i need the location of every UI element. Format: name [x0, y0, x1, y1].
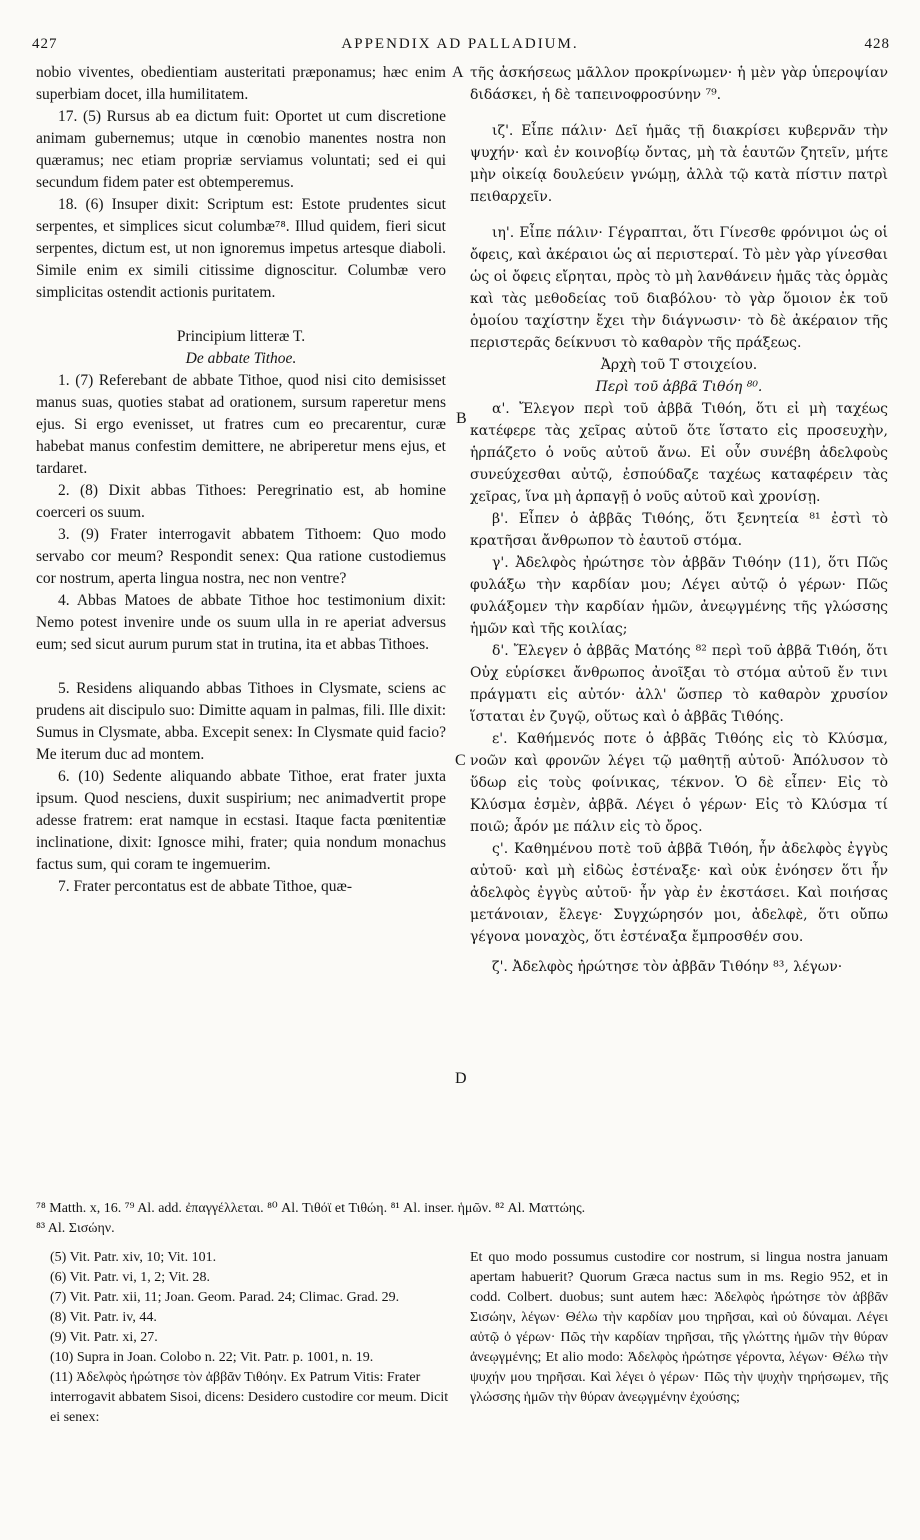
- latin-paragraph: 2. (8) Dixit abbas Tithoes: Peregrinatio est, ab homine coerceri os suum.: [36, 482, 446, 521]
- greek-paragraph: ιζ'. Εἶπε πάλιν· Δεῖ ἡμᾶς τῇ διακρίσει κυβερνᾶν τὴν ψυχήν· καὶ ἐν κοινοβίῳ ὄντας, μὴ τὰ ἑαυτῶν ζητεῖν, μήτε μὴν οἰκείᾳ δουλεύειν γνώμῃ, ἀλλὰ τῷ κατὰ πίστιν πατρὶ πειθαρχεῖν.: [470, 123, 888, 205]
- greek-paragraph: α'. Ἔλεγον περὶ τοῦ ἀββᾶ Τιθόη, ὅτι εἰ μὴ ταχέως κατέφερε τὰς χεῖρας αὐτοῦ ὅτε ἵστατο εἰς προσευχὴν, ἡρπάζετο ὁ νοῦς αὐτοῦ ἄνω. Εἰ οὖν συνέβη ἀδελφοὺς συνεύχεσθαι αὐτῷ, ἐσπούδαζε ταχέως καταφέρειν τὰς χεῖρας, ἵνα μὴ ἁρπαγῇ ὁ νοῦς αὐτοῦ καὶ χρονίσῃ.: [470, 401, 888, 505]
- running-title: APPENDIX AD PALLADIUM.: [341, 36, 579, 52]
- note-line: (5) Vit. Patr. xiv, 10; Vit. 101.: [50, 1250, 217, 1265]
- editorial-notes-left: [50, 1248, 450, 1428]
- note-line: (9) Vit. Patr. xi, 27.: [50, 1330, 158, 1345]
- latin-paragraph: 3. (9) Frater interrogavit abbatem Tithoem: Quo modo servabo cor meum? Respondit senex: Qua ratione custodiemus cor nostrum, aperta lingua nostra, nec non ventre?: [36, 526, 446, 587]
- latin-section-subheading: De abbate Tithoe.: [185, 350, 297, 367]
- note-line: (10) Supra in Joan. Colobo n. 22; Vit. Patr. p. 1001, n. 19.: [50, 1350, 374, 1365]
- greek-section-heading: Ἀρχὴ τοῦ Τ στοιχείου.: [600, 357, 758, 373]
- note-line: (8) Vit. Patr. iv, 44.: [50, 1310, 157, 1325]
- note-line: (7) Vit. Patr. xii, 11; Joan. Geom. Parad. 24; Climac. Grad. 29.: [50, 1290, 400, 1305]
- latin-paragraph: 17. (5) Rursus ab ea dictum fuit: Oportet ut cum discretione animam gubernemus; utque in cœnobio manentes nostra non quæramus; nec etiam propriæ serviamus voluntati; sed ei qui secundum fidem pater est obtemperemus.: [36, 108, 446, 191]
- footnote-line: ⁸³ Al. Σισώην.: [36, 1221, 115, 1236]
- latin-paragraph: 18. (6) Insuper dixit: Scriptum est: Estote prudentes sicut serpentes, et simplices sicut columbæ⁷⁸. Illud quidem, fieri sicut serpentes, dictum est, ut non ignoremus impetus artesque diaboli. Simile enim ex simili citissime dignoscitur. Columbæ vero simplicitas ostendit actionis puritatem.: [36, 196, 446, 301]
- latin-paragraph: 6. (10) Sedente aliquando abbate Tithoe, erat frater juxta ipsum. Quod nesciens, duxit suspirium; nec animadvertit prope adesse fratrem: erat namque in ecstasi. Itaque facta pœnitentiæ inclinatione, dixit: Ignosce mihi, frater; quia nondum monachus factus sum, qui coram te ingemuerim.: [36, 768, 446, 873]
- greek-paragraph: τῆς ἀσκήσεως μᾶλλον προκρίνωμεν· ἡ μὲν γὰρ ὑπεροψίαν διδάσκει, ἡ δὲ ταπεινοφροσύνην ⁷⁹.: [470, 65, 888, 103]
- note-text: Et quo modo possumus custodire cor nostrum, si lingua nostra januam apertam habuerit? Quorum Græca nactus sum in ms. Regio 952, et in codd. Colbert. duobus; sunt autem hæc: Ἀδελφὸς ἠρώτησε τὸν ἀββᾶν Σισώην, λέγων· Θέλω τὴν καρδίαν μου τηρῆσαι, καὶ οὐ δύναμαι. Λέγει αὐτῷ ὁ γέρων· Πῶς τὴν καρδίαν τηρῆσαι, τῆς γλώττης ἡμῶν τὴν θύραν ἀνεῳγμένης; Et alio modo: Ἀδελφὸς ἠρώτησε γέροντα, λέγων· Θέλω τὴν ψυχήν μου τηρῆσαι. Καὶ λέγει ὁ γέρων· Πῶς τὴν ψυχὴν τηρήσωμεν, τῆς γλώσσης ἡμῶν τὴν θύραν ἀνεῳγμένην ἐχούσης;: [470, 1250, 888, 1405]
- margin-letter-d: D: [455, 1070, 467, 1087]
- page-number-left: 427: [32, 36, 58, 52]
- greek-section-subheading: Περὶ τοῦ ἀββᾶ Τιθόη ⁸⁰.: [595, 379, 763, 395]
- latin-column: [36, 62, 446, 898]
- footnote-line: ⁷⁸ Matth. x, 16. ⁷⁹ Al. add. ἐπαγγέλλεται. ⁸⁰ Al. Τιθόϊ et Τιθώη. ⁸¹ Al. inser. ἡμῶν. ⁸² Al. Ματτώης.: [36, 1201, 586, 1216]
- latin-paragraph: 7. Frater percontatus est de abbate Tithoe, quæ-: [58, 878, 353, 895]
- greek-paragraph: β'. Εἶπεν ὁ ἀββᾶς Τιθόης, ὅτι ξενητεία ⁸¹ ἐστὶ τὸ κρατῆσαι ἄνθρωπον τὸ ἑαυτοῦ στόμα.: [470, 511, 888, 549]
- footnotes: [36, 1199, 896, 1239]
- page-header: [30, 36, 890, 60]
- greek-paragraph: ε'. Καθήμενός ποτε ὁ ἀββᾶς Τιθόης εἰς τὸ Κλύσμα, νοῶν καὶ φρονῶν λέγει τῷ μαθητῇ αὐτοῦ· Ἀπόλυσον τὸ ὕδωρ εἰς τοὺς φοίνικας, τέκνον. Ὁ δὲ εἶπεν· Εἰς τὸ Κλύσμα ἐσμὲν, ἀββᾶ. Λέγει ὁ γέρων· Εἰς τὸ Κλύσμα τί ποιῶ; ἆρόν με πάλιν εἰς τὸ ὄρος.: [470, 731, 888, 835]
- greek-paragraph: δ'. Ἔλεγεν ὁ ἀββᾶς Ματόης ⁸² περὶ τοῦ ἀββᾶ Τιθόη, ὅτι Οὐχ εὑρίσκει ἄνθρωπος ἀνοῖξαι τὸ στόμα αὐτοῦ ἔν τινι πράγματι εἰς αὐτόν· ἀλλ' ὥσπερ τὸ καθαρὸν χρυσίον ἵσταται ἐν ζυγῷ, οὕτως καὶ ὁ ἀββᾶς Τιθόης.: [470, 643, 888, 725]
- latin-paragraph: 1. (7) Referebant de abbate Tithoe, quod nisi cito demisisset manus suas, quoties stabat ad orationem, sursum raperetur mens ejus. Si ergo evenisset, ut fratres cum eo precarentur, curæ habebat manus confestim demittere, ne abriperetur mens ejus, et tardaret.: [36, 372, 446, 477]
- latin-paragraph: nobio viventes, obedientiam austeritati præponamus; hæc enim superbiam docet, illa humilitatem.: [36, 64, 446, 103]
- margin-letter-b: B: [456, 410, 467, 427]
- note-line: (11) Ἀδελφὸς ἠρώτησε τὸν ἀββᾶν Τιθόην. Ex Patrum Vitis: Frater interrogavit abbatem Sisoi, dicens: Desidero custodire cor meum. Dicit ei senex:: [50, 1370, 449, 1425]
- note-line: (6) Vit. Patr. vi, 1, 2; Vit. 28.: [50, 1270, 210, 1285]
- margin-letter-a: A: [452, 64, 464, 81]
- page-number-right: 428: [864, 36, 890, 52]
- greek-paragraph: γ'. Ἀδελφὸς ἠρώτησε τὸν ἀββᾶν Τιθόην (11), ὅτι Πῶς φυλάξω τὴν καρδίαν μου; Λέγει αὐτῷ ὁ γέρων· Πῶς φυλάξομεν τὴν καρδίαν ἡμῶν, ἀνεῳγμένης τῆς γλώσσης ἡμῶν καὶ τῆς κοιλίας;: [470, 555, 888, 637]
- greek-paragraph: ζ'. Ἀδελφὸς ἠρώτησε τὸν ἀββᾶν Τιθόην ⁸³, λέγων·: [492, 959, 843, 975]
- latin-paragraph: 4. Abbas Matoes de abbate Tithoe hoc testimonium dixit: Nemo potest invenire unde os suum ulla in re aperiat adversus eum; sed sicut aurum purum stat in trutina, ita et abbas Tithoes.: [36, 592, 446, 653]
- latin-paragraph: 5. Residens aliquando abbas Tithoes in Clysmate, sciens ac prudens ait discipulo suo: Dimitte aquam in palmas, fili. Ille dixit: Sumus in Clysmate, abba. Excepit senex: In Clysmate quid facio? Me iterum duc ad montem.: [36, 680, 446, 763]
- margin-letter-c: C: [455, 752, 466, 769]
- latin-section-heading: Principium litteræ T.: [176, 328, 306, 345]
- greek-paragraph: ιη'. Εἶπε πάλιν· Γέγραπται, ὅτι Γίνεσθε φρόνιμοι ὡς οἱ ὄφεις, καὶ ἀκέραιοι ὡς αἱ περιστεραί. Τὸ μὲν γὰρ γίνεσθαι ὡς οἱ ὄφεις εἴρηται, πρὸς τὸ μὴ λανθάνειν ἡμᾶς τὰς ὁρμὰς καὶ τὰς μεθοδείας τοῦ διαβόλου· τὸ γὰρ ὅμοιον ἐκ τοῦ ὁμοίου ταχίστην ἔχει τὴν διάγνωσιν· τὸ δὲ ἀκέραιον τῆς περιστερᾶς δείκνυσι τὸ καθαρὸν τῆς πράξεως.: [470, 225, 888, 351]
- editorial-notes-right: [470, 1248, 888, 1408]
- greek-paragraph: ς'. Καθημένου ποτὲ τοῦ ἀββᾶ Τιθόη, ἦν ἀδελφὸς ἐγγὺς αὐτοῦ· καὶ μὴ εἰδὼς ἐστέναξε· καὶ οὐκ ἐνόησεν ὅτι ἦν ἀδελφὸς ἐγγὺς αὐτοῦ· ἦν γὰρ ἐν ἐκστάσει. Καὶ ποιήσας μετάνοιαν, ἔλεγε· Συγχώρησόν μοι, ἀδελφὲ, ὅτι οὔπω γέγονα μοναχὸς, ὅτι ἐστέναξα ἔμπροσθέν σου.: [470, 841, 888, 945]
- greek-column: [470, 62, 888, 978]
